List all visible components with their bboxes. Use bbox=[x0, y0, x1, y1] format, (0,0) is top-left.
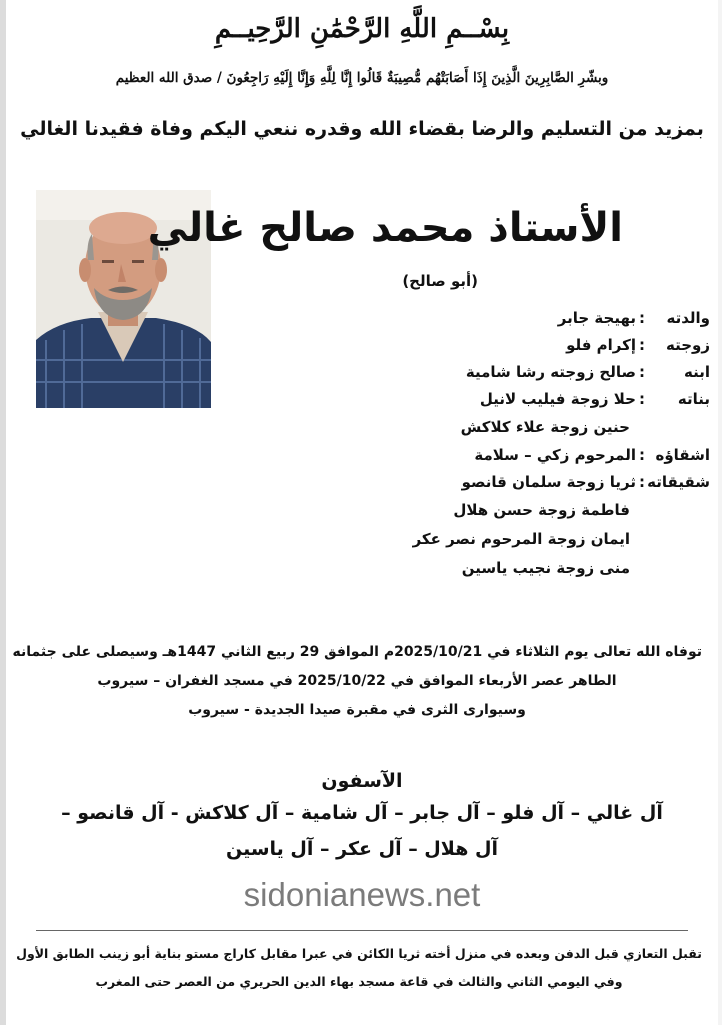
basmala-heading: بِسْــمِ اللَّهِ الرَّحْمَٰنِ الرَّحِيــمِ bbox=[214, 14, 510, 44]
family-value-continued: فاطمة زوجة حسن هلال bbox=[453, 501, 630, 519]
family-separator: : bbox=[639, 363, 645, 381]
family-separator: : bbox=[639, 390, 645, 408]
condolences-notice bbox=[14, 940, 704, 996]
family-separator: : bbox=[639, 309, 645, 327]
announcement-intro: بمزيد من التسليم والرضا بقضاء الله وقدره ننعي اليكم وفاة فقيدنا الغالي bbox=[20, 118, 704, 140]
deceased-nickname: (أبو صالح) bbox=[402, 272, 478, 290]
family-value: إكرام فلو bbox=[566, 336, 636, 354]
watermark-text: sidonianews.net bbox=[243, 876, 481, 913]
family-label: زوجته bbox=[666, 336, 710, 354]
family-row-daughters bbox=[370, 386, 710, 413]
family-label: والدته bbox=[666, 309, 710, 327]
family-label: ابنه bbox=[684, 363, 710, 381]
mourners-title: الآسفون bbox=[321, 770, 403, 792]
family-row-wife bbox=[370, 332, 710, 359]
family-row-sisters bbox=[370, 469, 710, 496]
quran-verse: وبشّرِ الصَّابِرِينَ الَّذِينَ إِذَا أَصَابَتْهُم مُّصِيبَةٌ قَالُوا إِنَّا لِلَّهِ وَإِنَّا إِلَيْهِ رَاجِعُونَ / صدق الله العظيم bbox=[115, 70, 609, 86]
death-notice bbox=[12, 638, 702, 725]
family-separator: : bbox=[639, 446, 645, 464]
family-value: حلا زوجة فيليب لانيل bbox=[479, 390, 636, 408]
condolences-line: وفي اليومي الثاني والثالث في قاعة مسجد بهاء الدين الحريري من العصر حتى المغرب bbox=[95, 974, 623, 989]
family-label: بناته bbox=[677, 390, 710, 408]
family-separator: : bbox=[639, 473, 645, 491]
family-value: المرحوم زكي – سلامة bbox=[474, 446, 636, 464]
family-label: اشقاؤه bbox=[655, 446, 710, 464]
condolences-line: تقبل التعازي قبل الدفن وبعده في منزل أخته ثريا الكائن في عبرا مقابل كاراج مستو بناية أبو زينب الطابق الأول bbox=[16, 946, 702, 961]
death-notice-line: وسيوارى الثرى في مقبرة صيدا الجديدة - سيروب bbox=[188, 702, 526, 718]
deceased-name: الأستاذ محمد صالح غالي bbox=[147, 205, 623, 251]
family-list bbox=[370, 305, 710, 583]
divider bbox=[36, 930, 688, 931]
family-separator: : bbox=[639, 336, 645, 354]
family-value-continued: منى زوجة نجيب ياسين bbox=[461, 559, 630, 577]
family-label: شقيقاته bbox=[647, 473, 710, 491]
mourners-line: آل هلال – آل عكر – آل ياسين bbox=[225, 838, 499, 860]
family-value-continued: ايمان زوجة المرحوم نصر عكر bbox=[412, 530, 630, 548]
family-row-mother bbox=[370, 305, 710, 332]
obituary-page bbox=[6, 0, 718, 1025]
family-value: صالح زوجته رشا شامية bbox=[465, 363, 636, 381]
death-notice-line: توفاه الله تعالى يوم الثلاثاء في 2025/10/21م الموافق 29 ربيع الثاني 1447هـ وسيصلى على جثمانه bbox=[12, 644, 702, 660]
family-value: بهيجة جابر bbox=[557, 309, 636, 327]
family-value-continued: حنين زوجة علاء كلاكش bbox=[460, 418, 630, 436]
death-notice-line: الطاهر عصر الأربعاء الموافق في 2025/10/22 في مسجد الغفران – سيروب bbox=[97, 673, 617, 689]
family-value: ثريا زوجة سلمان قانصو bbox=[461, 473, 636, 491]
mourners-line: آل غالي – آل فلو – آل جابر – آل شامية – آل كلاكش - آل قانصو – bbox=[61, 802, 663, 824]
family-row-brothers bbox=[370, 442, 710, 469]
family-row-son bbox=[370, 359, 710, 386]
